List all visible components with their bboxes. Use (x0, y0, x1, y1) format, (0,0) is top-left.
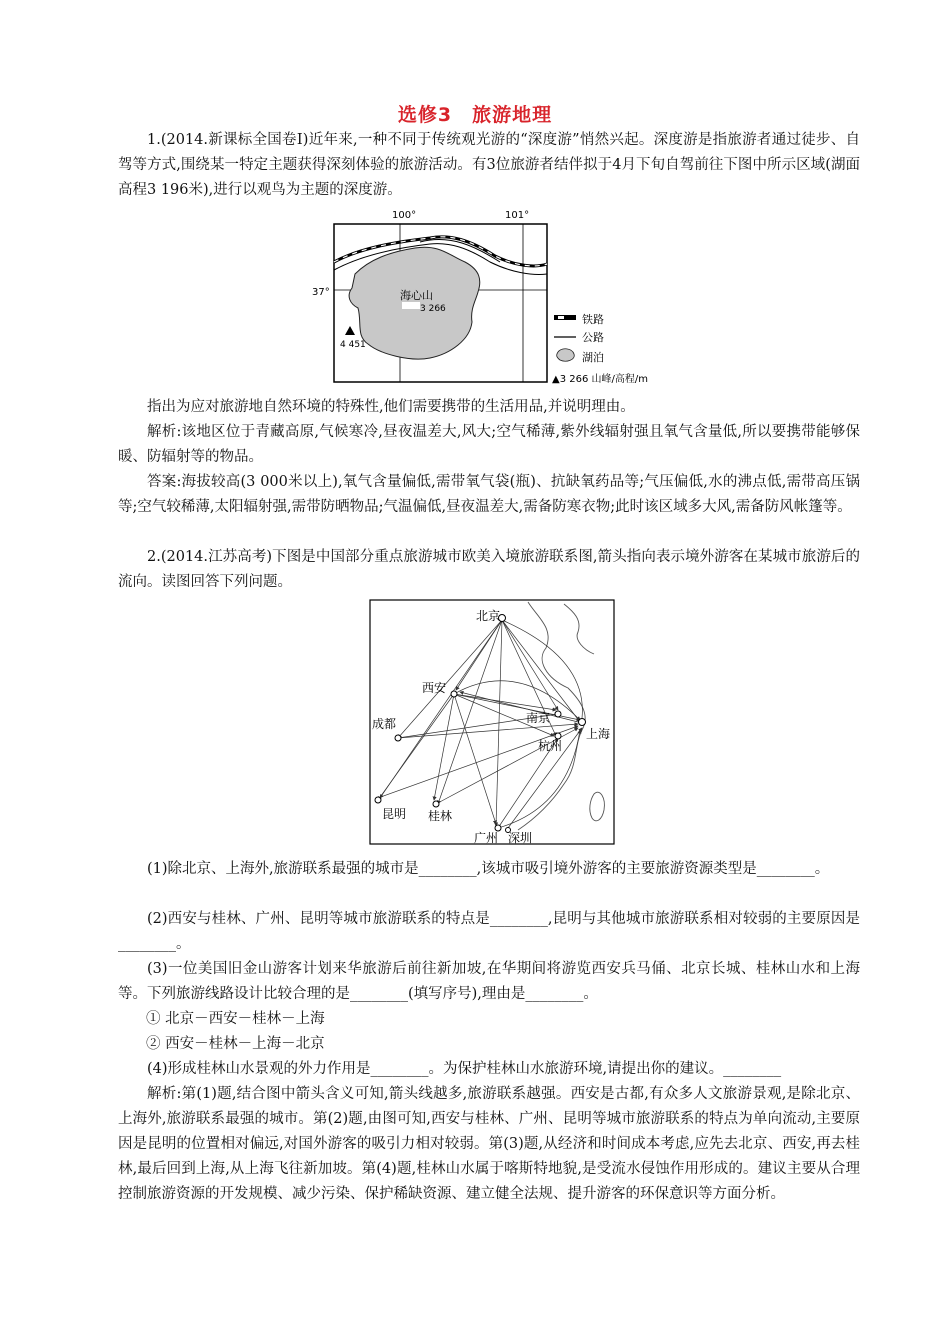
legend-rail: 铁路 (582, 313, 604, 326)
city-shanghai: 上海 (586, 727, 611, 741)
city-chengdu: 成都 (372, 717, 397, 731)
city-xian: 西安 (422, 681, 447, 695)
legend-lake: 湖泊 (582, 351, 604, 364)
q1-analysis: 解析:该地区位于青藏高原,气候寒冷,昼夜温差大,风大;空气稀薄,紫外线辐射强且氧气含量低,所以要携带能够保暖、防辐射等的物品。 (118, 424, 860, 465)
q2-route1: ① 北京－西安－桂林－上海 (146, 1011, 325, 1027)
page-title: 选修3 旅游地理 (397, 104, 553, 126)
q2-sub4: (4)形成桂林山水景观的外力作用是________。为保护桂林山水旅游环境,请提出你的建议。________ (147, 1061, 782, 1077)
q1-answer: 答案:海拔较高(3 000米以上),氧气含量偏低,需带氧气袋(瓶)、抗缺氧药品等;气压偏低,水的沸点低,需带高压锅等;空气较稀薄,太阳辐射强,需带防晒物品;气温偏低,昼夜温差大,需备防寒衣物;此时该区域多大风,需备防风帐篷等。 (118, 474, 860, 515)
q2-stem: 2.(2014.江苏高考)下图是中国部分重点旅游城市欧美入境旅游联系图,箭头指向表示境外游客在某城市旅游后的流向。读图回答下列问题。 (118, 549, 860, 590)
city-guilin: 桂林 (428, 809, 453, 823)
lon-101-label: 101° (505, 210, 530, 221)
city-nanjing: 南京 (526, 711, 551, 725)
peak-icon (345, 326, 355, 335)
q1-question: 指出为应对旅游地自然环境的特殊性,他们需要携带的生活用品,并说明理由。 (147, 399, 635, 415)
peak-elev: 4 451 (340, 340, 366, 350)
q2-sub3: (3)一位美国旧金山游客计划来华旅游后前往新加坡,在华期间将游览西安兵马俑、北京长城、桂林山水和上海等。下列旅游线路设计比较合理的是________(填写序号),理由是________。 (118, 961, 860, 1002)
lake-label: 海心山 (400, 289, 433, 302)
q2-analysis: 解析:第(1)题,结合图中箭头含义可知,箭头线越多,旅游联系越强。西安是古都,有众多人文旅游景观,是除北京、上海外,旅游联系最强的城市。第(2)题,由图可知,西安与桂林、广州、昆明等城市旅游联系的特点为单向流动,主要原因是昆明的位置相对偏远,对国外游客的吸引力相对较弱。第(3)题,从经济和时间成本考虑,应先去北京、西安,再去桂林,最后回到上海,从上海飞往新加坡。第(4)题,桂林山水属于喀斯特地貌,是受流水侵蚀作用形成的。建议主要从合理控制旅游资源的开发规模、减少污染、保护稀缺资源、建立健全法规、提升游客的环保意识等方面分析。 (118, 1086, 860, 1202)
city-guangzhou: 广州 (474, 831, 499, 845)
lat-37-label: 37° (312, 287, 330, 298)
legend-peak: ▲3 266 山峰/高程/m (552, 374, 648, 385)
city-beijing: 北京 (476, 609, 501, 623)
q2-sub1: (1)除北京、上海外,旅游联系最强的城市是________,该城市吸引境外游客的主要旅游资源类型是________。 (147, 861, 830, 877)
q2-sub2: (2)西安与桂林、广州、昆明等城市旅游联系的特点是________,昆明与其他城市旅游联系相对较弱的主要原因是________。 (118, 911, 860, 952)
legend-road: 公路 (582, 331, 604, 344)
city-shenzhen: 深圳 (508, 831, 533, 845)
city-hangzhou: 杭州 (538, 739, 563, 753)
legend-rail-icon (554, 315, 576, 320)
legend-lake-icon (557, 349, 575, 361)
lon-100-label: 100° (392, 210, 417, 221)
qinghai-lake-map (300, 204, 670, 390)
q1-stem: 1.(2014.新课标全国卷Ⅰ)近年来,一种不同于传统观光游的“深度游”悄然兴起。深度游是指旅游者通过徒步、自驾等方式,围绕某一特定主题获得深刻体验的旅游活动。有3位旅游者结伴拟于4月下旬自驾前往下图中所示区域(湖面高程3 196米),进行以观鸟为主题的深度游。 (118, 132, 860, 198)
q2-route2: ② 西安－桂林－上海－北京 (146, 1036, 325, 1052)
lake-elev: 3 266 (420, 304, 446, 314)
city-kunming: 昆明 (382, 807, 407, 821)
tourism-flow-map (368, 598, 618, 848)
